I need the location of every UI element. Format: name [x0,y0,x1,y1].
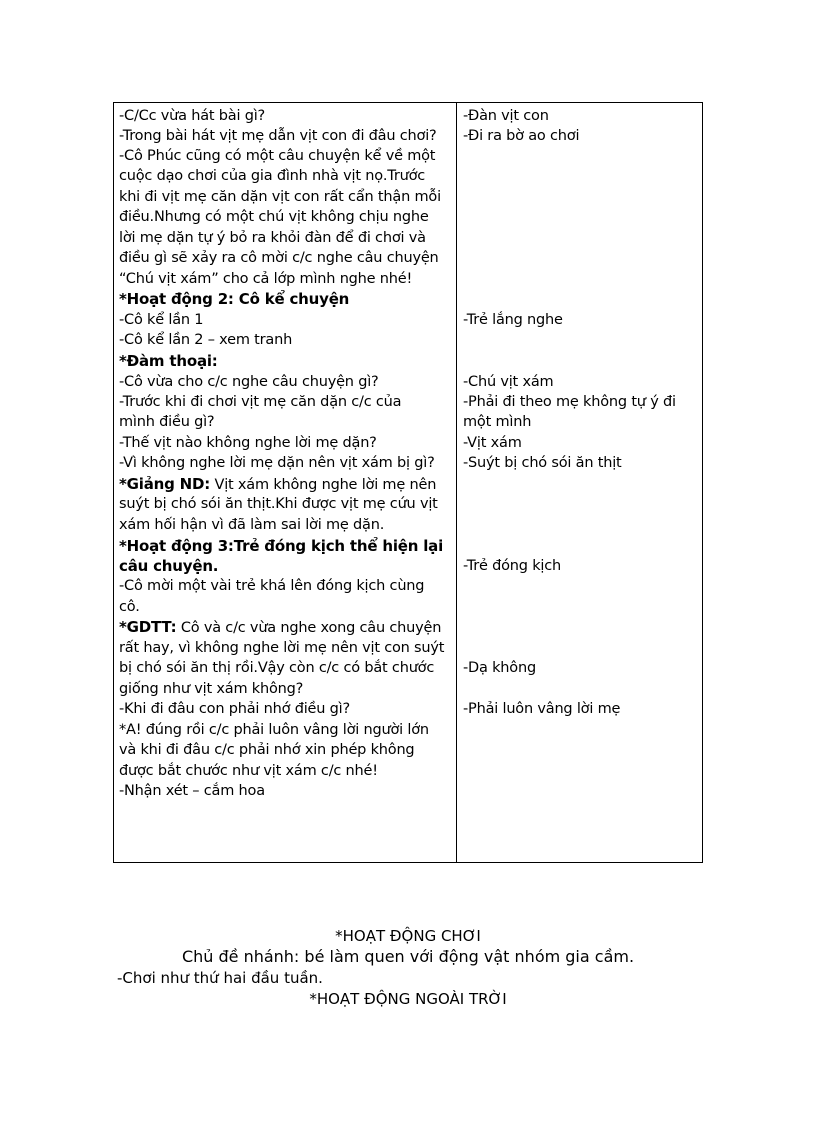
teacher-activity-line: rất hay, vì không nghe lời mẹ nên vịt con suýt [119,640,445,656]
teacher-activity-line: -Cô kể lần 1 [119,312,204,328]
teacher-activity-line: giống như vịt xám không? [119,681,304,697]
teacher-activity-line: -Cô mời một vài trẻ khá lên đóng kịch cùng [119,578,425,594]
teacher-activity-line: điều gì sẽ xảy ra cô mời c/c nghe câu chuyện [119,250,439,266]
teacher-activity-line: cô. [119,599,140,615]
play-activity-heading: *HOẠT ĐỘNG CHƠI [335,927,481,945]
child-activity-line: -Suýt bị chó sói ăn thịt [463,455,622,471]
teacher-activity-line: -Trước khi đi chơi vịt mẹ căn dặn c/c của [119,394,402,410]
child-activity-line: -Dạ không [463,660,536,676]
teacher-activity-line: -Khi đi đâu con phải nhớ điều gì? [119,701,351,717]
teacher-activity-line: -Nhận xét – cắm hoa [119,783,265,799]
teacher-activity-line: câu chuyện. [119,557,219,575]
lesson-table [113,102,703,863]
column-divider [456,103,457,862]
child-activity-line: -Trẻ đóng kịch [463,558,561,574]
child-activity-line: -Phải đi theo mẹ không tự ý đi [463,394,676,410]
teacher-activity-line: -Cô kể lần 2 – xem tranh [119,332,293,348]
child-activity-line: -Vịt xám [463,435,522,451]
outdoor-activity-heading: *HOẠT ĐỘNG NGOÀI TRỜI [309,990,507,1008]
teacher-activity-line: *GDTT: Cô và c/c vừa nghe xong câu chuyện [119,618,442,636]
teacher-activity-line: -Cô vừa cho c/c nghe câu chuyện gì? [119,374,379,390]
child-activity-line: -Đi ra bờ ao chơi [463,128,580,144]
teacher-activity-line: xám hối hận vì đã làm sai lời mẹ dặn. [119,517,385,533]
teacher-activity-line: lời mẹ dặn tự ý bỏ ra khỏi đàn để đi chơi và [119,230,426,246]
teacher-activity-line: mình điều gì? [119,414,215,430]
branch-topic-subtitle: Chủ đề nhánh: bé làm quen với động vật nhóm gia cầm. [181,947,635,966]
teacher-activity-line: và khi đi đâu c/c phải nhớ xin phép không [119,742,415,758]
child-activity-line: một mình [463,414,532,430]
child-activity-line: -Đàn vịt con [463,108,549,124]
teacher-activity-line: *A! đúng rồi c/c phải luôn vâng lời người lớn [119,722,429,738]
teacher-activity-line: *Hoạt động 3:Trẻ đóng kịch thể hiện lại [119,537,444,555]
play-note: -Chơi như thứ hai đầu tuần. [117,969,323,987]
teacher-activity-line: bị chó sói ăn thị rồi.Vậy còn c/c có bắt chước [119,660,435,676]
teacher-activity-line: -Trong bài hát vịt mẹ dẫn vịt con đi đâu chơi? [119,128,437,144]
teacher-activity-line: “Chú vịt xám” cho cả lớp mình nghe nhé! [119,271,413,287]
child-activity-line: -Trẻ lắng nghe [463,312,563,328]
teacher-activity-line: -Vì không nghe lời mẹ dặn nên vịt xám bị gì? [119,455,435,471]
teacher-activity-line: được bắt chước như vịt xám c/c nhé! [119,763,378,779]
teacher-activity-line: điều.Nhưng có một chú vịt không chịu nghe [119,209,429,225]
teacher-activity-line: khi đi vịt mẹ căn dặn vịt con rất cẩn thận mỗi [119,189,441,205]
teacher-activity-line: -Cô Phúc cũng có một câu chuyện kể về một [119,148,436,164]
teacher-activity-line: *Hoạt động 2: Cô kể chuyện [119,290,350,308]
teacher-activity-line: suýt bị chó sói ăn thịt.Khi được vịt mẹ cứu vịt [119,496,438,512]
child-activity-line: -Chú vịt xám [463,374,554,390]
teacher-activity-line: -C/Cc vừa hát bài gì? [119,108,266,124]
teacher-activity-line: -Thế vịt nào không nghe lời mẹ dặn? [119,435,377,451]
teacher-activity-line: *Đàm thoại: [119,352,218,370]
child-activity-line: -Phải luôn vâng lời mẹ [463,701,621,717]
teacher-activity-line: cuộc dạo chơi của gia đình nhà vịt nọ.Trước [119,168,426,184]
teacher-activity-line: *Giảng ND: Vịt xám không nghe lời mẹ nên [119,475,437,493]
